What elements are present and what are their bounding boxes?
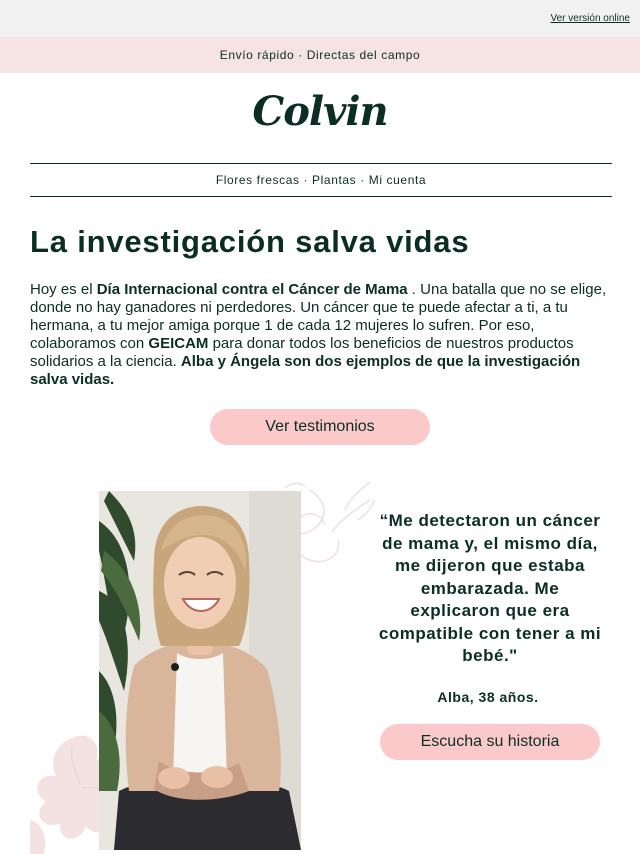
testimonial-author: Alba, 38 años. [437,689,539,705]
nav-separator: · [299,173,313,187]
top-bar [0,0,640,37]
nav-item-flores-frescas[interactable]: Flores frescas [215,173,300,187]
body-text: para donar todos los beneficios de nuestros productos solidarios a la ciencia. [30,335,574,370]
woman-portrait-image [99,491,301,850]
body-text: Hoy es el [30,281,97,298]
nav-item-plantas[interactable]: Plantas [312,173,357,187]
body-bold-day: Día Internacional contra el Cáncer de Mama [96,281,408,298]
nav-bar [30,163,612,197]
promo-banner: Envío rápido · Directas del campo [0,37,640,73]
article-headline: La investigación salva vidas [30,224,470,259]
testimonial-quote: “Me detectaron un cáncer de mama y, el mismo día, me dijeron que estaba embarazada. Me explicaron que era compatible con tener a mi bebé." [378,511,602,665]
view-online-link[interactable]: Ver versión online [550,13,630,24]
nav-item-mi-cuenta[interactable]: Mi cuenta [368,173,427,187]
brand-logo[interactable] [0,88,640,144]
body-bold-closing: Alba y Ángela son dos ejemplos de que la investigación salva vidas. [30,353,581,388]
ver-testimonios-button[interactable]: Ver testimonios [210,409,430,445]
testimonial-photo [99,491,301,850]
article-body [30,281,615,389]
body-text: . Una batalla que no se elige, donde no hay ganadores ni perdedores. Un cáncer que te puede afectar a ti, a tu hermana, a tu mejor amiga porque 1 de cada 12 mujeres lo sufren. Por eso, colaboramos con [30,281,607,352]
logo-text: Colvin [252,88,388,135]
body-bold-geicam: GEICAM [148,335,209,352]
nav-separator: · [356,173,369,187]
escucha-su-historia-button[interactable]: Escucha su historia [380,724,600,760]
